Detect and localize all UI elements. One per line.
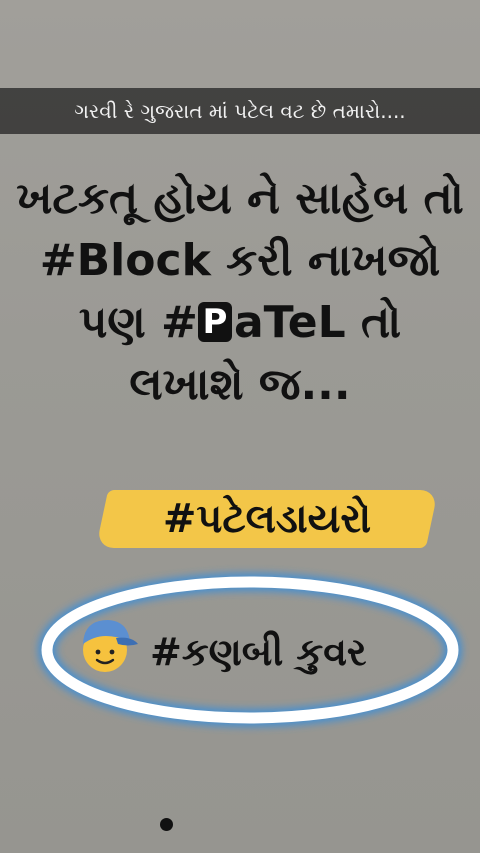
quote-line-4: લખાશે જ... [129,359,351,410]
quote-line-1: ખટકતૂ હોય ને સાહેબ તો [16,173,464,224]
caption-text: ગરવી રે ગુજરાત માં પટેલ વટ છે તમારો.... [74,99,406,123]
boxed-letter-badge: P [198,302,232,342]
face-with-cap-emoji-icon [76,614,138,676]
page-indicator-dot [160,818,173,831]
quote-line-2: #Block કરી નાખજો [39,235,441,286]
quote-line-3-prefix: પણ # [78,297,198,348]
hashtag-text: #પટેલડાયરો [162,496,372,542]
quote-line-3-rest: aTeL તો [233,297,402,348]
signature-text: #કણબી કુવર [150,630,367,674]
